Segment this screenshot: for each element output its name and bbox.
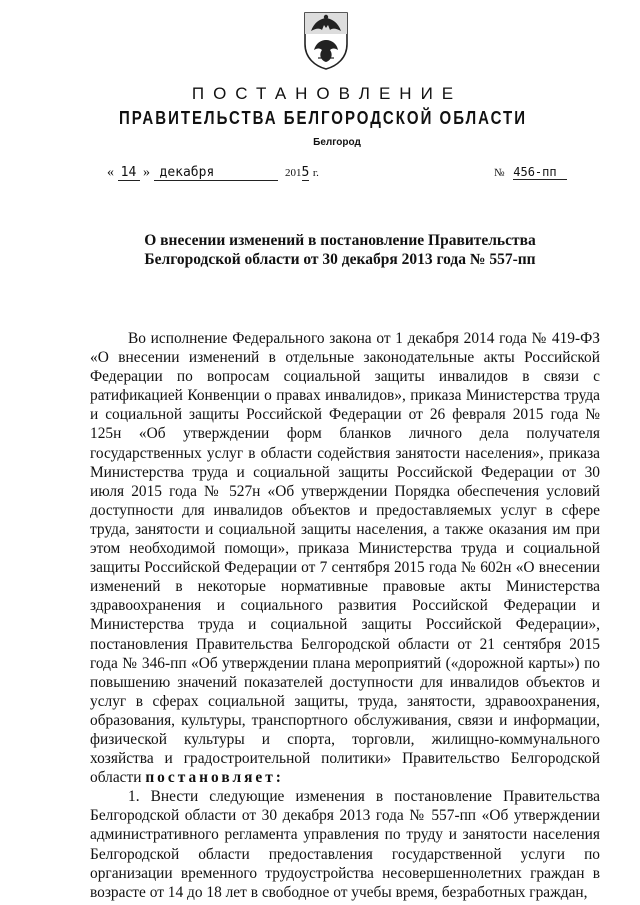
date-year-unit: г.	[312, 167, 319, 179]
resolves-keyword: постановляет	[145, 769, 276, 787]
heading-line-2: Белгородской области от 30 декабря 2013 года № 557-пп	[144, 251, 536, 268]
date-close-quote: »	[143, 165, 150, 180]
document-number	[494, 165, 567, 180]
date-day: 14	[118, 165, 140, 181]
date-year-suffix: 5	[301, 165, 310, 180]
issuing-authority: ПРАВИТЕЛЬСТВА БЕЛГОРОДСКОЙ ОБЛАСТИ	[118, 107, 528, 130]
document-body	[90, 329, 600, 902]
belgorod-coat-of-arms-icon	[302, 10, 350, 70]
date-open-quote: «	[107, 165, 114, 180]
city-name: Белгород	[313, 137, 361, 148]
heading-line-1: О внесении изменений в постановление Правительства	[144, 232, 536, 249]
document-heading	[90, 231, 590, 269]
document-date	[107, 165, 319, 181]
number-value: 456-пп	[513, 165, 567, 180]
paragraph-item-1: 1. Внести следующие изменения в постановление Правительства Белгородской области от 30 декабря 2013 года № 557-пп «Об утверждении административного регламента управления по труду и занятости населения Белгородской области предоставления государственной услуги по организации временного трудоустройства несовершеннолетних граждан в возрасте от 14 до 18 лет в свободное от учебы время, безработных граждан,	[90, 788, 600, 901]
resolves-colon: :	[275, 769, 284, 787]
date-month: декабря	[154, 165, 278, 181]
document-type-title: ПОСТАНОВЛЕНИЕ	[191, 84, 463, 103]
preamble-text: Во исполнение Федерального закона от 1 декабря 2014 года № 419-ФЗ «О внесении изменений в отдельные законодательные акты Российской Федерации по вопросам социальной защиты инвалидов в связи с ратификацией Конвенции о правах инвалидов», приказа Министерства труда и социальной защиты Российской Федерации от 26 февраля 2015 года № 125н «Об утверждении форм бланков личного дела получателя государственных услуг в области содействия занятости населения», приказа Министерства труда и социальной защиты Российской Федерации от 30 июля 2015 года № 527н «Об утверждении Порядка обеспечения условий доступности для инвалидов объектов и предоставляемых услуг в сфере труда, занятости и социальной защиты населения, а также оказания им при этом необходимой помощи», приказа Министерства труда и социальной защиты Российской Федерации от 7 сентября 2015 года № 602н «О внесении изменений в некоторые нормативные правовые акты Министерства здравоохранения и социального развития Российской Федерации и Министерства труда и социальной защиты Российской Федерации», постановления Правительства Белгородской области от 21 сентября 2015 года № 346-пп «Об утверждении плана мероприятий («дорожной карты») по повышению значений показателей доступности для инвалидов объектов и услуг в сферах социальной защиты, труда, занятости, здравоохранения, образования, культуры, транспортного обслуживания, связи и информации, физической культуры и спорта, торговли, жилищно-коммунального хозяйства и градостроительной политики» Правительство Белгородской области	[90, 330, 600, 787]
date-year-prefix: 201	[285, 167, 302, 179]
paragraph-preamble	[90, 329, 600, 787]
number-label: №	[494, 167, 505, 179]
